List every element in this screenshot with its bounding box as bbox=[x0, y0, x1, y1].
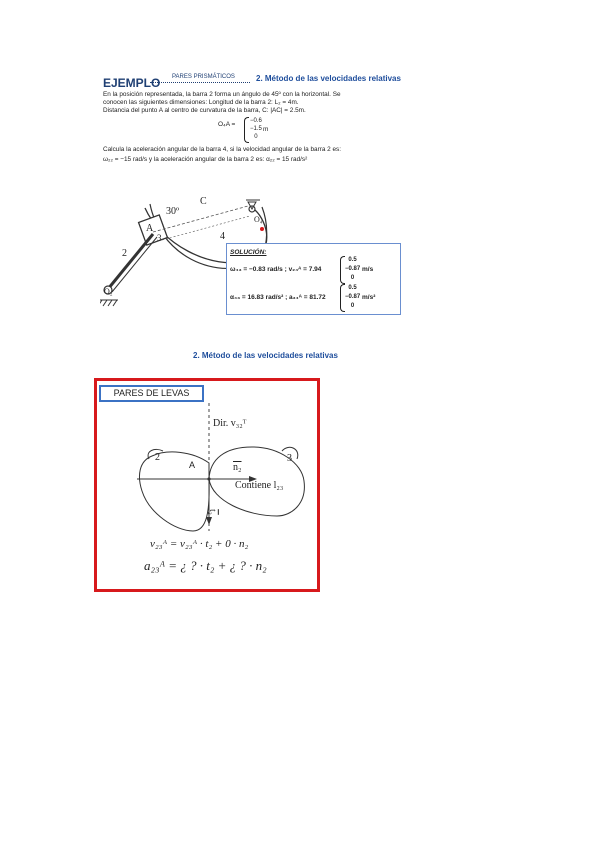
vector-bracket bbox=[244, 117, 249, 143]
statement-line-5: ω₂₂ = −15 rad/s y la aceleración angular de la barra 2 es: α₂₂ = 15 rad/s² bbox=[103, 156, 308, 163]
statement-line-3: Distancia del punto A al centro de curvatura de la barra, C: |AC| = 2.5m. bbox=[103, 107, 306, 114]
heading-dotted-rule bbox=[150, 82, 250, 83]
solution-line-2: α₄₃ = 16.83 rad/s² ; a₃₄ᴬ = 81.72 bbox=[230, 294, 326, 301]
red-marker bbox=[260, 227, 264, 231]
cam-2-label: 2 bbox=[155, 452, 160, 463]
solution-vector-2: 0.5 −0.87 0 bbox=[345, 285, 361, 309]
solution-unit-1: m/s bbox=[362, 266, 374, 273]
line-ac-2 bbox=[162, 216, 250, 240]
solution-title: SOLUCIÓN: bbox=[230, 249, 267, 256]
label-o2: O₂ bbox=[104, 287, 113, 296]
contact-point-a bbox=[207, 477, 210, 480]
label-c: C bbox=[200, 196, 207, 207]
statement-line-4: Calcula la aceleración angular de la barra 4, si la velocidad angular de la barra 2 es: bbox=[103, 146, 342, 153]
bar-2-edge bbox=[112, 237, 157, 292]
pares-de-levas-label: PARES DE LEVAS bbox=[99, 385, 204, 402]
label-3: 3 bbox=[157, 233, 162, 243]
label-o4: O₄ bbox=[254, 215, 263, 224]
solution-line-1: ω₄₃ = −0.83 rad/s ; v₂₄ᴬ = 7.94 bbox=[230, 266, 322, 273]
angle-label: 30º bbox=[166, 206, 180, 217]
statement-line-2: conocen las siguientes dimensiones: Longitud de la barra 2: L₂ = 4m. bbox=[103, 99, 299, 106]
acceleration-equation: a₂₃ᴬ = ¿ ? · t₂ + ¿ ? · n₂ bbox=[144, 558, 267, 573]
t2-label: t₂ bbox=[207, 509, 218, 515]
o4a-vector-values: −0.6 −1.5 0 bbox=[250, 118, 262, 140]
solution-unit-2: m/s² bbox=[362, 294, 376, 301]
o4a-vector-label: O₄A = bbox=[218, 121, 236, 128]
bar-2 bbox=[108, 234, 153, 289]
velocity-equation: v₂₃ᴬ = v₂₃ᴬ · t₂ + 0 · n₂ bbox=[150, 538, 249, 550]
example-heading: EJEMPLO bbox=[103, 76, 161, 90]
point-a-label: A bbox=[189, 460, 196, 470]
section-2-title: 2. Método de las velocidades relativas bbox=[193, 351, 338, 360]
example-subheading: PARES PRISMÁTICOS bbox=[172, 74, 235, 80]
statement-line-1: En la posición representada, la barra 2 forma un ángulo de 45º con la horizontal. Se bbox=[103, 91, 341, 98]
solution-vector-1: 0.5 −0.87 0 bbox=[345, 257, 361, 281]
tangent-direction-label: Dir. v₃₂ᵀ bbox=[213, 418, 247, 429]
vector-unit: m bbox=[263, 126, 269, 133]
cam-3-label: 3 bbox=[287, 453, 292, 464]
label-4: 4 bbox=[220, 231, 225, 242]
n2-label: n₂ bbox=[233, 462, 242, 473]
cam-2-profile bbox=[139, 452, 209, 531]
label-a: A bbox=[146, 223, 154, 234]
contiene-label: Contiene l₂₃ bbox=[235, 480, 284, 491]
example-method-title: 2. Método de las velocidades relativas bbox=[256, 74, 401, 83]
label-2: 2 bbox=[122, 248, 127, 259]
